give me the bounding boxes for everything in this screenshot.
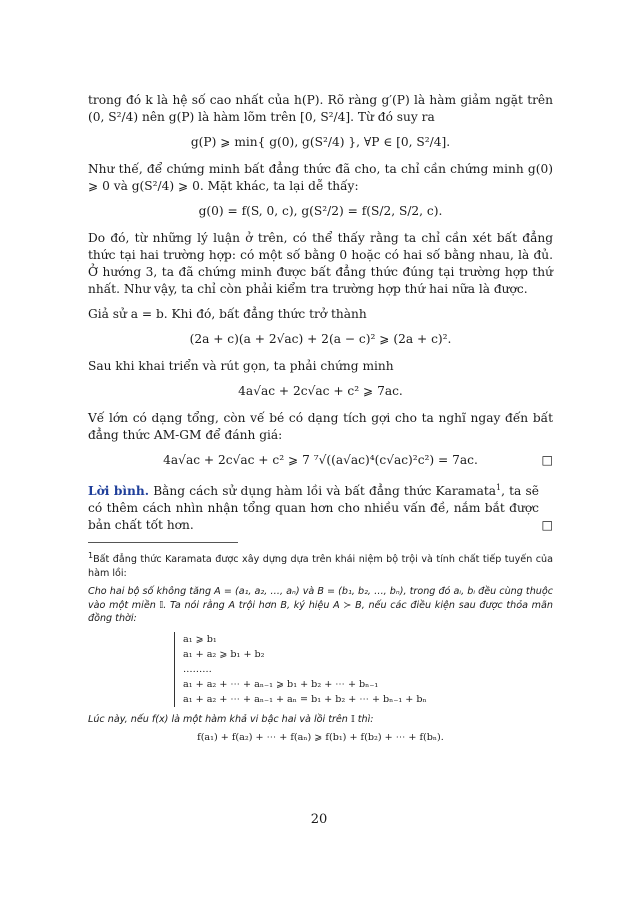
paragraph-5: Sau khi khai triển và rút gọn, ta phải chứng minh xyxy=(88,359,394,373)
footnote-marker: 1 xyxy=(496,483,502,492)
paragraph-6: Vế lớn có dạng tổng, còn vế bé có dạng tích gợi cho ta nghĩ ngay đến bất đẳng thức AM-GM để đánh giá: xyxy=(88,411,553,442)
equation-2: g(0) = f(S, 0, c), g(S²/2) = f(S/2, S/2, c). xyxy=(198,204,443,218)
paragraph-2: Như thế, để chứng minh bất đẳng thức đã cho, ta chỉ cần chứng minh g(0) ⩾ 0 và g(S²/4) ⩾ 0. Mặt khác, ta lại dễ thấy: xyxy=(88,162,553,193)
equation-5: 4a√ac + 2c√ac + c² ⩾ 7 ⁷√((a√ac)⁴(c√ac)²c²) = 7ac. xyxy=(163,453,478,467)
footnote-number: 1 xyxy=(88,551,94,561)
footnote-divider xyxy=(88,542,238,543)
remark-body: Bằng cách sử dụng hàm lồi và bất đẳng thức Karamata xyxy=(149,484,496,499)
footnote-conclusion: Lúc này, nếu f(x) là một hàm khả vi bậc hai và lồi trên 𝕀 thì: xyxy=(88,713,374,725)
qed-symbol: □ xyxy=(541,453,553,467)
karamata-inequality: f(a₁) + f(a₂) + ⋯ + f(aₙ) ⩾ f(b₁) + f(b₂) + ⋯ + f(bₙ). xyxy=(197,732,444,744)
equation-1: g(P) ⩾ min{ g(0), g(S²/4) }, ∀P ∈ [0, S²/4]. xyxy=(190,135,451,149)
page-number: 20 xyxy=(310,812,328,827)
page-body xyxy=(88,92,553,749)
footnote-definition: Cho hai bộ số không tăng A = (a₁, a₂, …, aₙ) và B = (b₁, b₂, …, bₙ), trong đó aᵢ, bᵢ đều cùng thuộc vào một miền 𝕀. Ta nói rằng A trội hơn B, ký hiệu A ≻ B, nếu các điều kiện sau được thỏa mãn đồng thời: xyxy=(88,586,553,625)
paragraph-4: Giả sử a = b. Khi đó, bất đẳng thức trở thành xyxy=(88,307,367,321)
condition-line: a₁ + a₂ + ⋯ + aₙ₋₁ ⩾ b₁ + b₂ + ⋯ + bₙ₋₁ xyxy=(183,678,379,690)
condition-line: ……… xyxy=(183,663,212,675)
majorization-conditions xyxy=(174,632,553,707)
footnote-intro-row xyxy=(88,549,553,580)
paragraph-3: Do đó, từ những lý luận ở trên, có thể thấy rằng ta chỉ cần xét bất đẳng thức tại hai trường hợp: có một số bằng 0 hoặc có hai số bằng nhau, là đủ. Ở hướng 3, ta đã chứng minh được bất đẳng thức đúng tại trường hợp thứ nhất. Như vậy, ta chỉ còn phải kiểm tra trường hợp thứ hai nữa là được. xyxy=(88,231,553,296)
equation-5-row xyxy=(88,452,553,469)
condition-line: a₁ + a₂ ⩾ b₁ + b₂ xyxy=(183,648,265,660)
condition-line: a₁ ⩾ b₁ xyxy=(183,633,217,645)
remark-qed-symbol: □ xyxy=(541,518,553,533)
equation-4: 4a√ac + 2c√ac + c² ⩾ 7ac. xyxy=(238,384,403,398)
paragraph-1: trong đó k là hệ số cao nhất của h(P). Rõ ràng g′(P) là hàm giảm ngặt trên (0, S²/4) nên g(P) là hàm lõm trên [0, S²/4]. Từ đó suy ra xyxy=(88,93,553,124)
remark-paragraph xyxy=(88,479,553,534)
remark-title: Lời bình. xyxy=(88,484,150,499)
footnote-intro: Bất đẳng thức Karamata được xây dựng dựa trên khái niệm bộ trội và tính chất tiếp tuyến của hàm lồi: xyxy=(88,554,553,579)
footnote xyxy=(88,549,553,745)
condition-line: a₁ + a₂ + ⋯ + aₙ₋₁ + aₙ = b₁ + b₂ + ⋯ + bₙ₋₁ + bₙ xyxy=(183,693,427,705)
remark-tail: , ta sẽ có thêm cách nhìn nhận tổng quan hơn cho nhiều vấn đề, nắm bắt được bản chất tốt hơn. xyxy=(88,484,539,533)
equation-3: (2a + c)(a + 2√ac) + 2(a − c)² ⩾ (2a + c)². xyxy=(189,332,452,346)
